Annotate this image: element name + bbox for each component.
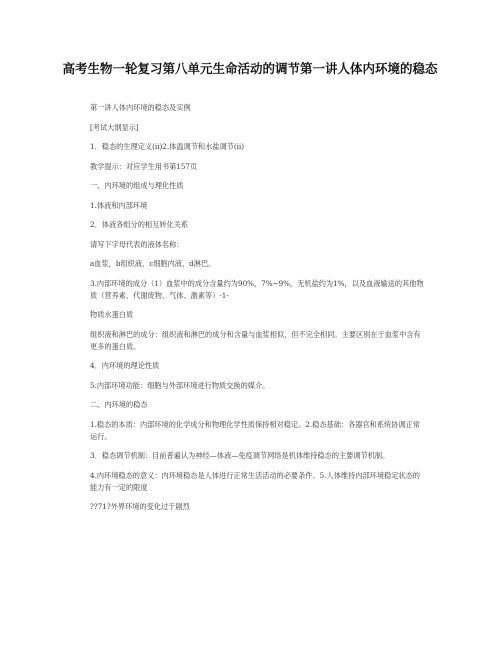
paragraph-objectives: 1．稳态的生理定义(ⅱ)2.体温调节和水盐调节(ⅱ) bbox=[90, 142, 245, 151]
paragraph-item: 物质水蛋白质 bbox=[90, 310, 134, 319]
paragraph-item: 3.内部环境的成分（1）血浆中的成分含量约为90%，7%~9%，无机盐约为1%，以及血液输送的其他物质（营养素、代谢废物、气体、激素等）-1- bbox=[90, 278, 424, 300]
paragraph-subtitle: 第一讲人体内环境的稳态及实例 bbox=[90, 103, 191, 112]
paragraph-item: 1.稳态的本质：内部环境的化学成分和物理化学性质保持相对稳定。2.稳态基础：各器官和系统协调正常运行。 bbox=[90, 419, 420, 441]
section-heading-2: 二、内环境的稳态 bbox=[90, 400, 148, 409]
paragraph-item: a血浆，b组织液，c细胞内液，d淋巴。 bbox=[90, 259, 216, 268]
paragraph-item: 组织液和淋巴的成分：组织液和淋巴的成分和含量与血浆相似，但不完全相同。主要区别在于血浆中含有更多的蛋白质。 bbox=[90, 329, 421, 351]
document-body bbox=[90, 102, 426, 521]
paragraph-item: 4．内环境的理论性质 bbox=[90, 361, 160, 370]
paragraph-item: 3．稳态调节机制：目前普遍认为神经—体液—免疫调节网络是机体维持稳态的主要调节机制。 bbox=[90, 451, 390, 460]
paragraph-item: ??71?外界环境的变化过于剧烈 bbox=[90, 502, 190, 511]
section-heading-1: 一、内环境的组成与理化性质 bbox=[90, 181, 184, 190]
paragraph-exam-outline: [考试大纲显示] bbox=[90, 122, 139, 132]
paragraph-item: 请写下字母代表的液体名称： bbox=[90, 239, 184, 249]
paragraph-item: 4.内环境稳态的意义：内环境稳态是人体进行正常生活活动的必要条件。5.人体维持内部环境稳定状态的能力有一定的限度 bbox=[90, 470, 420, 492]
paragraph-item: 1.体液和内部环境 bbox=[90, 200, 148, 210]
document-title: 高考生物一轮复习第八单元生命活动的调节第一讲人体内环境的稳态 bbox=[62, 61, 438, 76]
paragraph-teaching-tip: 教学提示：对应学生用书第157页 bbox=[90, 161, 198, 171]
paragraph-item: 2．体液各组分的相互转化关系 bbox=[90, 220, 189, 229]
paragraph-item: 5.内部环境功能：细胞与外部环境进行物质交换的媒介。 bbox=[90, 380, 270, 390]
